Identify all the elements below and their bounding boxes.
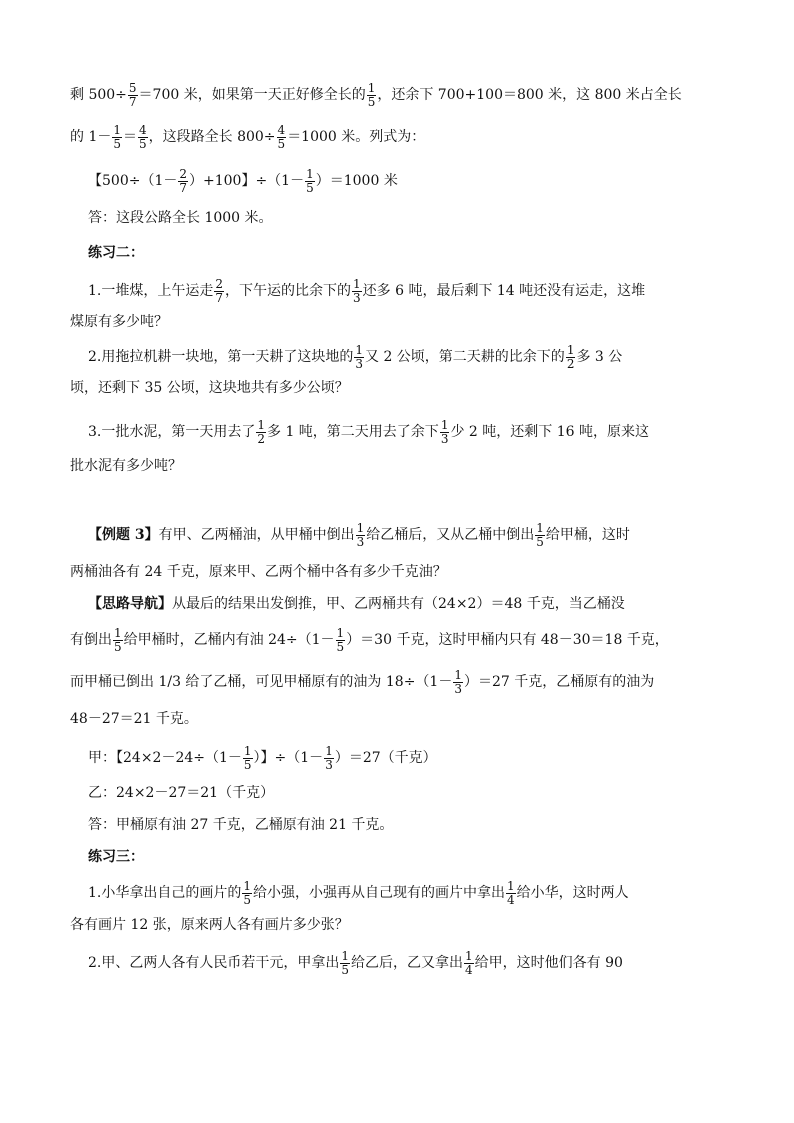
text-line — [70, 700, 730, 738]
fraction — [340, 950, 350, 977]
fraction-numerator: 1 — [341, 948, 349, 963]
fraction-numerator: 1 — [536, 520, 544, 535]
fraction — [566, 344, 576, 371]
fraction — [367, 82, 377, 109]
fraction — [138, 124, 148, 151]
text-segment: ＝ — [123, 129, 137, 145]
text-line — [70, 739, 748, 777]
text-segment: 3.一批水泥，第一天用去了 — [88, 424, 256, 440]
text-line — [70, 906, 730, 944]
text-segment: ，下午运的比余下的 — [225, 283, 351, 299]
text-segment: 的 1－ — [70, 129, 112, 145]
text-segment: 给甲桶，这时 — [545, 527, 630, 543]
text-segment: 多 3 公 — [576, 349, 623, 365]
fraction-denominator: 7 — [215, 290, 223, 305]
fraction-numerator: 1 — [507, 878, 515, 893]
fraction-numerator: 5 — [128, 80, 137, 95]
text-segment: 1.小华拿出自己的画片的 — [88, 885, 242, 901]
fraction-denominator: 7 — [128, 94, 137, 109]
text-segment: 给乙后，乙又拿出 — [351, 955, 463, 971]
text-segment: 1.一堆煤，上午运走 — [88, 283, 214, 299]
text-segment: 还多 6 吨，最后剩下 14 吨还没有运走，这堆 — [362, 283, 646, 299]
fraction — [506, 880, 516, 907]
fraction — [277, 124, 287, 151]
text-line — [70, 621, 730, 659]
text-segment: 顷，还剩下 35 公顷，这块地共有多少公顷？ — [70, 380, 349, 396]
fraction-numerator: 1 — [566, 342, 575, 357]
text-segment: 乙：24×2－27＝21（千克） — [88, 785, 275, 801]
bold-heading-text: 练习三： — [88, 849, 144, 865]
text-segment: 给小华，这时两人 — [516, 885, 629, 901]
text-segment: 甲：【24×2－24÷（1－ — [88, 750, 242, 766]
text-segment: 多 1 吨，第二天用去了余下 — [267, 424, 439, 440]
fraction-denominator: 5 — [114, 639, 122, 654]
text-segment: 给甲，这时他们各有 90 — [474, 955, 623, 971]
fraction-denominator: 5 — [341, 962, 349, 977]
fraction-denominator: 2 — [566, 356, 575, 371]
text-segment: 有甲、乙两桶油，从甲桶中倒出 — [158, 527, 355, 543]
fraction-denominator: 5 — [536, 534, 544, 549]
text-segment: 2.用拖拉机耕一块地，第一天耕了这块地的 — [88, 349, 354, 365]
fraction-numerator: 2 — [215, 276, 223, 291]
fraction-denominator: 7 — [179, 180, 187, 195]
fraction — [214, 278, 224, 305]
fraction-numerator: 1 — [243, 743, 252, 758]
text-segment: ＝700 米，如果第一天正好修全长的 — [138, 87, 366, 103]
fraction-denominator: 5 — [336, 639, 345, 654]
text-line — [70, 303, 730, 341]
bold-heading-text: 练习二： — [88, 245, 144, 261]
fraction-denominator: 3 — [440, 431, 449, 446]
text-line — [70, 369, 730, 407]
text-segment: ）＝30 千克，这时甲桶内只有 48－30＝18 千克， — [346, 632, 669, 648]
fraction — [305, 168, 315, 195]
text-line — [70, 234, 748, 272]
text-line — [70, 663, 730, 701]
text-line — [70, 76, 730, 114]
fraction — [178, 168, 188, 195]
fraction-denominator: 3 — [355, 356, 363, 371]
text-line — [70, 413, 748, 451]
fraction — [464, 950, 474, 977]
fraction-denominator: 5 — [277, 136, 286, 151]
fraction-numerator: 1 — [336, 625, 345, 640]
text-segment: 又 2 公顷，第二天耕的比余下的 — [365, 349, 565, 365]
text-segment: 批水泥有多少吨？ — [70, 458, 182, 474]
fraction-numerator: 1 — [114, 625, 122, 640]
text-segment: ，这段路全长 800÷ — [148, 129, 276, 145]
fraction — [354, 344, 364, 371]
fraction — [535, 522, 545, 549]
text-segment: 给甲桶时，乙桶内有油 24÷（1－ — [123, 632, 335, 648]
fraction-numerator: 1 — [367, 80, 376, 95]
fraction-denominator: 3 — [454, 681, 462, 696]
fraction-denominator: 4 — [465, 962, 473, 977]
fraction-numerator: 1 — [257, 417, 265, 432]
text-segment: ）＝27 千克，乙桶原有的油为 — [463, 674, 655, 690]
fraction-denominator: 3 — [325, 757, 333, 772]
fraction-numerator: 1 — [325, 743, 333, 758]
fraction-numerator: 4 — [139, 122, 147, 137]
fraction — [243, 745, 253, 772]
fraction-numerator: 1 — [440, 417, 449, 432]
fraction-numerator: 4 — [277, 122, 286, 137]
fraction-denominator: 5 — [367, 94, 376, 109]
text-line — [70, 162, 748, 200]
fraction-denominator: 3 — [353, 290, 361, 305]
fraction — [128, 82, 138, 109]
text-segment: 48－27＝21 千克。 — [70, 711, 198, 727]
text-line — [70, 447, 730, 485]
text-segment: 【500÷（1－ — [88, 173, 178, 189]
fraction-numerator: 1 — [353, 276, 361, 291]
text-segment: 剩 500÷ — [70, 87, 127, 103]
fraction-numerator: 2 — [179, 166, 187, 181]
fraction-denominator: 5 — [139, 136, 147, 151]
fraction-denominator: 5 — [243, 757, 252, 772]
fraction-denominator: 3 — [356, 534, 365, 549]
text-segment: ，还余下 700+100＝800 米，这 800 米占全长 — [377, 87, 682, 103]
text-line — [70, 516, 748, 554]
text-segment: ）＝1000 米 — [315, 173, 398, 189]
text-segment: 煤原有多少吨？ — [70, 314, 168, 330]
fraction-denominator: 5 — [306, 180, 314, 195]
bold-heading-text: 【例题 3】 — [88, 527, 159, 543]
text-segment: 答：甲桶原有油 27 千克，乙桶原有油 21 千克。 — [88, 817, 394, 833]
fraction-denominator: 4 — [507, 892, 515, 907]
text-line — [70, 118, 730, 156]
fraction-numerator: 1 — [243, 878, 251, 893]
fraction — [336, 627, 346, 654]
text-segment: 两桶油各有 24 千克，原来甲、乙两个桶中各有多少千克油？ — [70, 564, 447, 580]
fraction-denominator: 5 — [243, 892, 251, 907]
fraction-numerator: 1 — [355, 342, 363, 357]
fraction — [256, 419, 266, 446]
fraction-numerator: 1 — [113, 122, 121, 137]
fraction-numerator: 1 — [454, 667, 462, 682]
text-line — [70, 944, 748, 982]
text-segment: 2.甲、乙两人各有人民币若干元，甲拿出 — [88, 955, 340, 971]
fraction — [440, 419, 450, 446]
text-segment: ）＝27（千克） — [334, 750, 437, 766]
fraction-denominator: 2 — [257, 431, 265, 446]
text-segment: 从最后的结果出发倒推，甲、乙两桶共有（24×2）＝48 千克，当乙桶没 — [172, 596, 625, 612]
fraction — [112, 124, 122, 151]
text-segment: 少 2 吨，还剩下 16 吨，原来这 — [450, 424, 649, 440]
text-segment: ＝1000 米。列式为： — [287, 129, 426, 145]
text-segment: ）+100】÷（1－ — [189, 173, 305, 189]
fraction — [324, 745, 334, 772]
bold-heading-text: 【思路导航】 — [88, 596, 172, 612]
fraction-numerator: 1 — [306, 166, 314, 181]
fraction — [242, 880, 252, 907]
text-segment: 答：这段公路全长 1000 米。 — [88, 210, 273, 226]
text-segment: 各有画片 12 张，原来两人各有画片多少张？ — [70, 917, 349, 933]
fraction — [453, 669, 463, 696]
fraction-numerator: 1 — [465, 948, 473, 963]
fraction — [352, 278, 362, 305]
text-segment: 给乙桶后，又从乙桶中倒出 — [366, 527, 535, 543]
text-segment: 给小强，小强再从自己现有的画片中拿出 — [253, 885, 505, 901]
text-segment: 有倒出 — [70, 632, 112, 648]
fraction — [113, 627, 123, 654]
fraction — [356, 522, 366, 549]
text-segment: ）】÷（1－ — [253, 750, 324, 766]
text-segment: 而甲桶已倒出 1/3 给了乙桶，可见甲桶原有的油为 18÷（1－ — [70, 674, 453, 690]
fraction-numerator: 1 — [356, 520, 365, 535]
text-line — [70, 838, 748, 876]
text-line — [70, 585, 748, 623]
text-line — [70, 199, 748, 237]
fraction-denominator: 5 — [113, 136, 121, 151]
